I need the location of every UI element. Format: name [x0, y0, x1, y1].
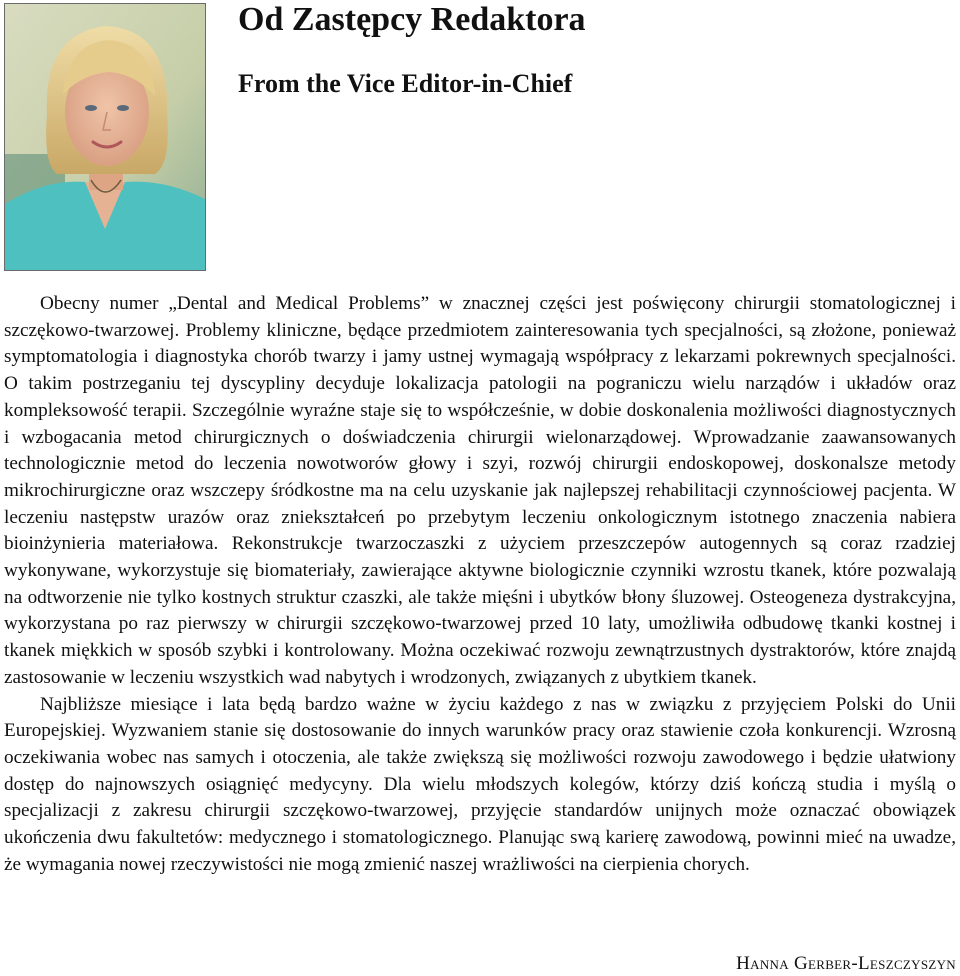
article-body — [4, 291, 956, 878]
author-portrait-icon — [5, 4, 205, 270]
author-photo — [4, 3, 206, 271]
author-signature: Hanna Gerber-Leszczyszyn — [736, 953, 956, 974]
title-english: From the Vice Editor-in-Chief — [238, 69, 573, 98]
title-polish: Od Zastępcy Redaktora — [238, 1, 586, 38]
article-paragraph-2: Najbliższe miesiące i lata będą bardzo ważne w życiu każdego z nas w związku z przyjęciem Polski do Unii Europejskiej. Wyzwaniem stanie się dostosowanie do innych warunków pracy oraz stawienie czoła konkurencji. Wzrosną oczekiwania wobec nas samych i otoczenia, ale także zwiększą się możliwości rozwoju zawodowego i będzie ułatwiony dostęp do najnowszych osiągnięć medycyny. Dla wielu młodszych kolegów, którzy dziś kończą studia i myślą o specjalizacji z zakresu chirurgii szczękowo-twarzowej, przyjęcie standardów unijnych może oznaczać obowiązek ukończenia dwu fakultetów: medycznego i stomatologicznego. Planując swą karierę zawodową, powinni mieć na uwadze, że wymagania nowej rzeczywistości nie mogą zmienić naszej wrażliwości na cierpienia chorych. — [4, 693, 956, 875]
article-paragraph-1: Obecny numer „Dental and Medical Problems” w znacznej części jest poświęcony chirurgii stomatologicznej i szczękowo-twarzowej. Problemy kliniczne, będące przedmiotem zainteresowania tych specjalności, są złożone, ponieważ symptomatologia i diagnostyka chorób twarzy i jamy ustnej wymagają współpracy z lekarzami pokrewnych specjalności. O takim postrzeganiu tej dyscypliny decyduje lokalizacja patologii na pograniczu wielu narządów i układów oraz kompleksowość terapii. Szczególnie wyraźne staje się to współcześnie, w dobie doskonalenia możliwości diagnostycznych i wzbogacania metod chirurgicznych o doświadczenia chirurgii wielonarządowej. Wprowadzanie zaawansowanych technologicznie metod do leczenia nowotworów głowy i szyi, rozwój chirurgii endoskopowej, doskonalsze metody mikrochirurgiczne oraz wszczepy śródkostne ma na celu uzyskanie jak najlepszej rehabilitacji czynnościowej pacjenta. W leczeniu następstw urazów oraz zniekształceń po przebytym leczeniu onkologicznym istotnego znaczenia nabiera bioinżynieria materiałowa. Rekonstrukcje twarzoczaszki z użyciem przeszczepów autogennych są coraz rzadziej wykonywane, wykorzystuje się biomateriały, zawierające aktywne biologicznie czynniki wzrostu tkanek, które pozwalają na odtworzenie nie tylko kostnych struktur czaszki, ale także mięśni i ubytków błony śluzowej. Osteogeneza dystrakcyjna, wykorzystana po raz pierwszy w chirurgii szczękowo-twarzowej przed 10 laty, umożliwiła odbudowę tkanki kostnej i tkanek miękkich w sposób szybki i kontrolowany. Można oczekiwać rozwoju zewnątrzustnych dystraktorów, które znajdą zastosowanie w leczeniu wszystkich wad nabytych i wrodzonych, związanych z ubytkiem tkanek. — [4, 293, 956, 688]
